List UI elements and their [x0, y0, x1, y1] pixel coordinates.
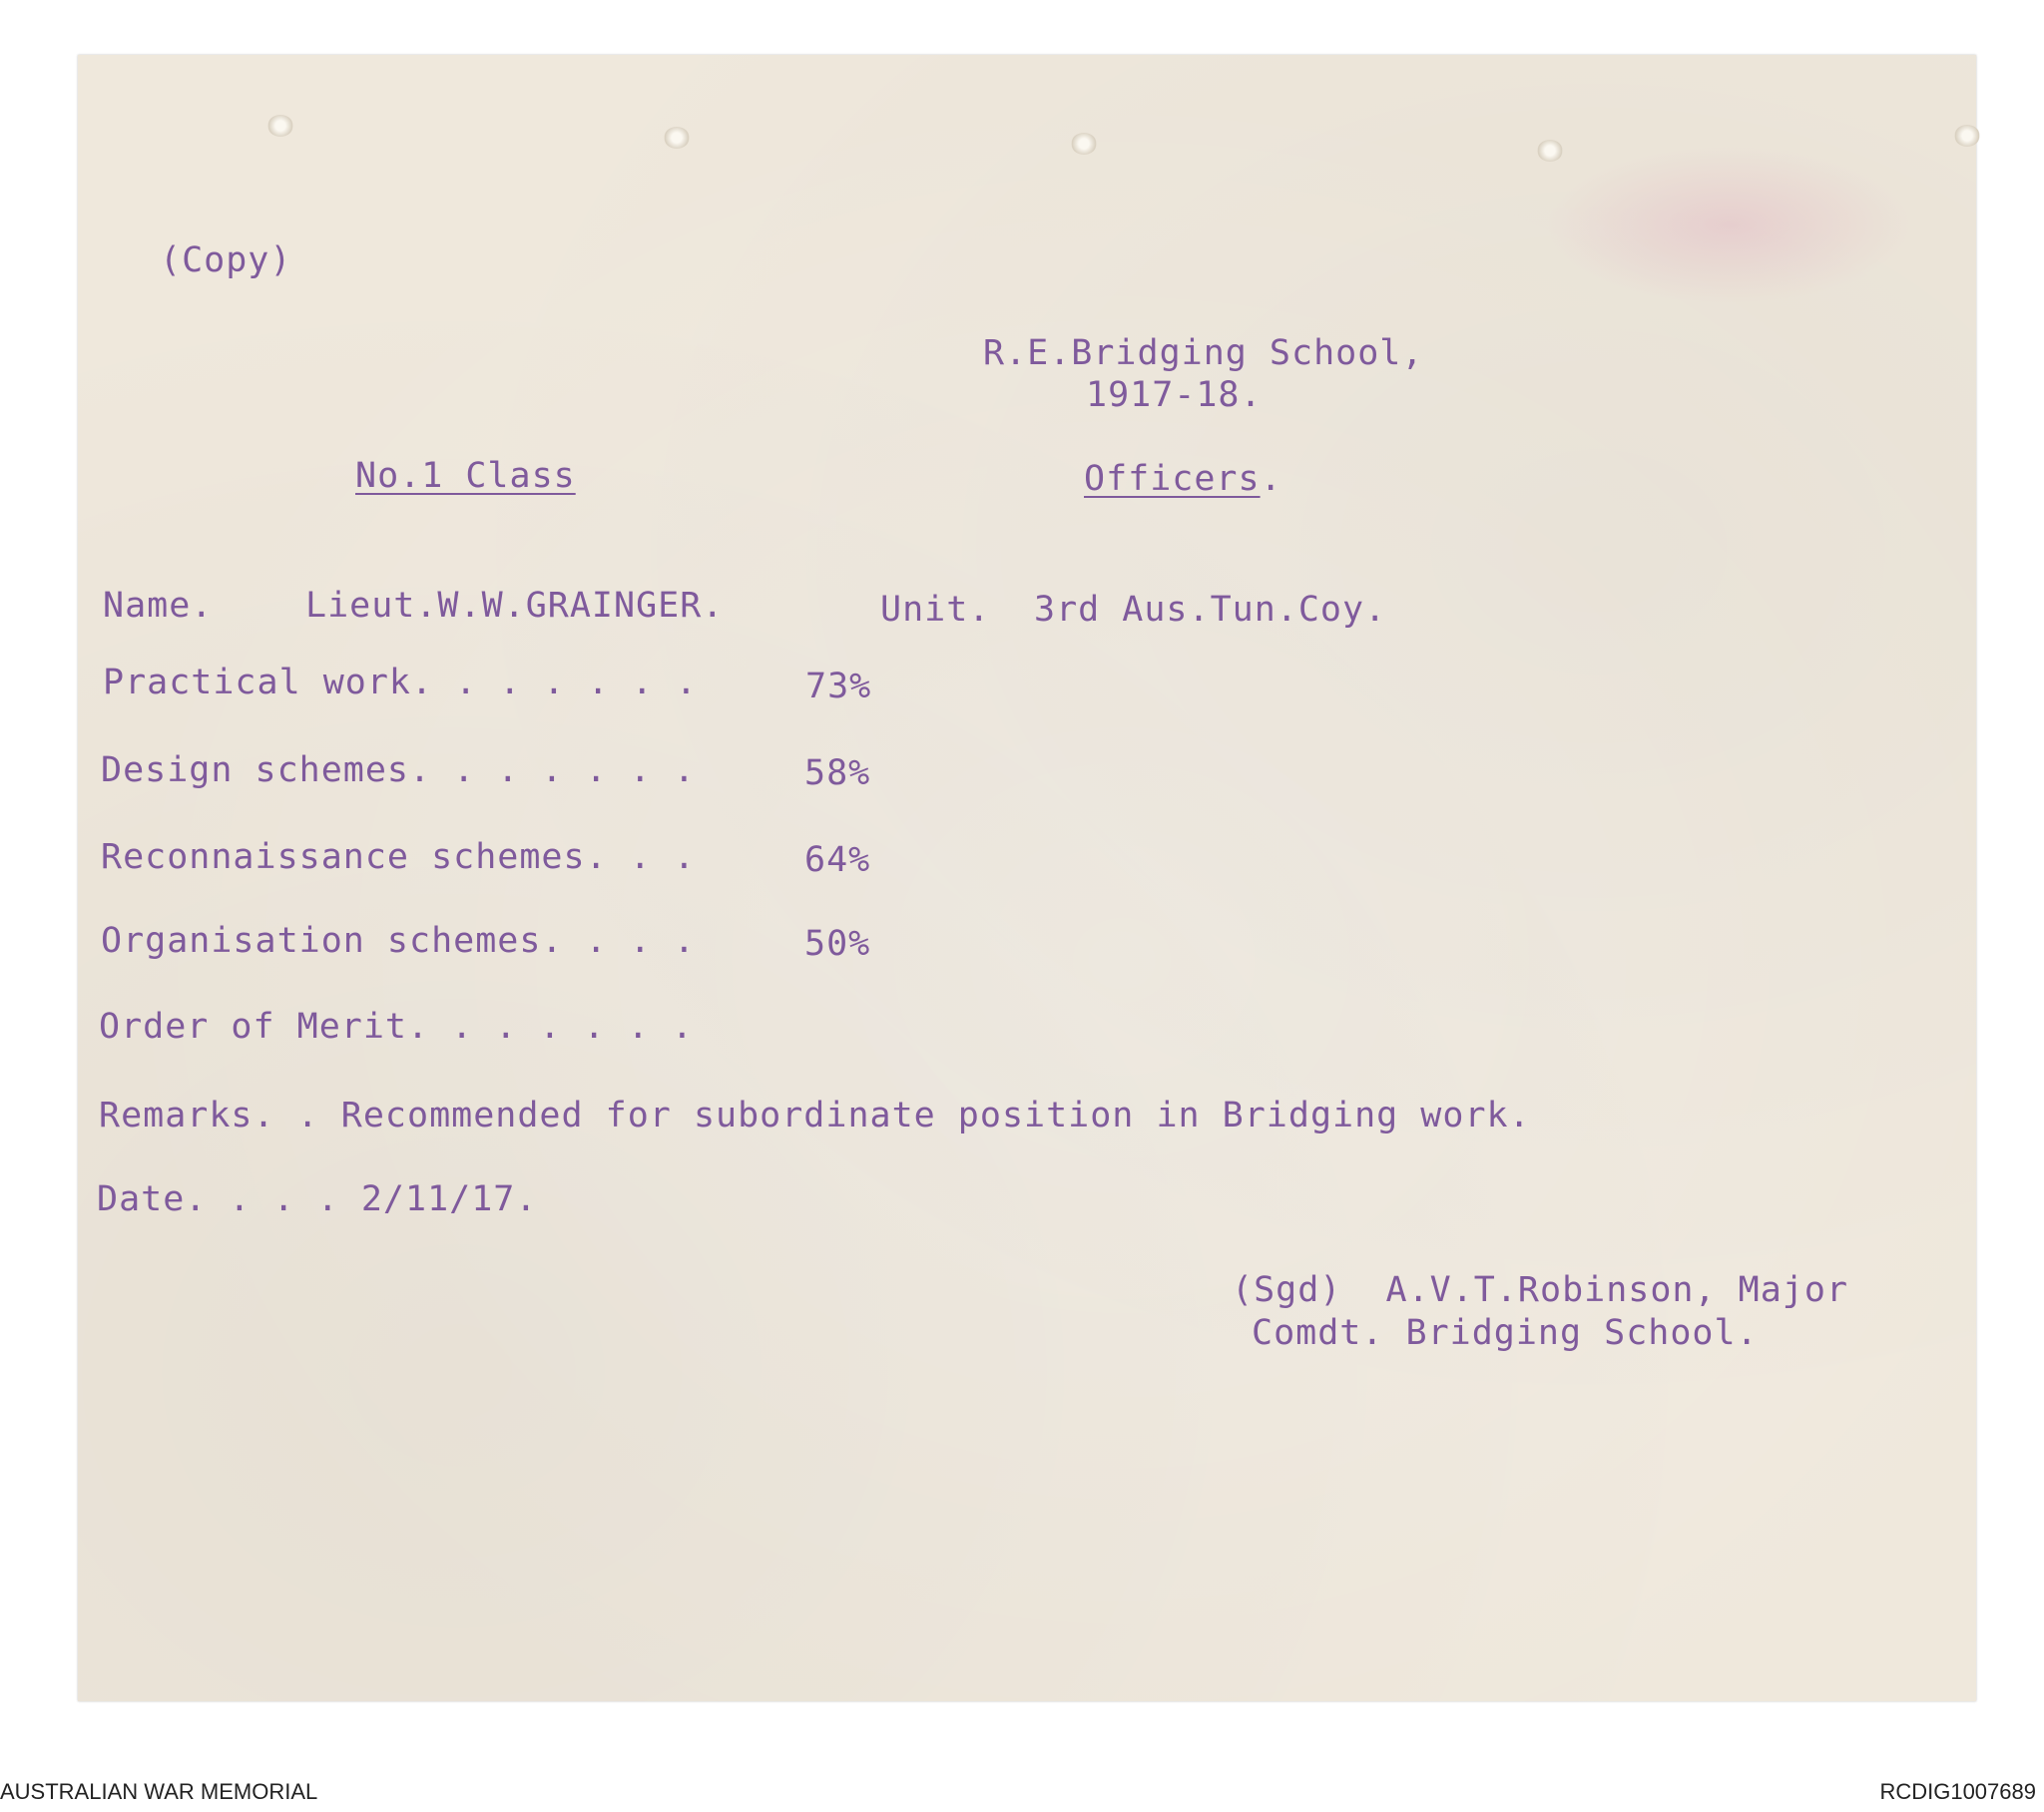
- unit-label: Unit.: [880, 590, 991, 630]
- pinhole: [664, 127, 690, 149]
- footer-institution: AUSTRALIAN WAR MEMORIAL: [0, 1779, 318, 1804]
- unit-value: 3rd Aus.Tun.Coy.: [1034, 590, 1387, 630]
- school-name: R.E.Bridging School,: [983, 333, 1424, 373]
- name-value: Lieut.W.W.GRAINGER.: [305, 586, 725, 626]
- officers-heading-period: .: [1260, 459, 1282, 499]
- pinhole: [267, 115, 293, 137]
- officers-heading-text: Officers: [1084, 459, 1261, 499]
- signature-line-1: (Sgd) A.V.T.Robinson, Major: [1232, 1270, 1849, 1310]
- score-value-design: 58%: [804, 753, 871, 793]
- signature-line-2: Comdt. Bridging School.: [1252, 1313, 1759, 1353]
- school-years: 1917-18.: [1086, 375, 1263, 415]
- score-label-design: Design schemes. . . . . . .: [101, 750, 696, 790]
- pinhole: [1537, 140, 1563, 162]
- name-label: Name.: [103, 586, 214, 626]
- date-line: Date. . . . 2/11/17.: [97, 1179, 538, 1219]
- score-value-practical: 73%: [805, 667, 872, 706]
- pinhole: [1954, 125, 1980, 147]
- stamp-smudge: [1545, 145, 1914, 304]
- footer-id: RCDIG1007689: [1879, 1779, 2036, 1804]
- score-value-organisation: 50%: [804, 924, 871, 964]
- score-label-practical: Practical work. . . . . . .: [103, 663, 698, 702]
- copy-mark: (Copy): [160, 240, 292, 280]
- document-sheet: [78, 55, 1976, 1701]
- officers-heading: [1084, 459, 1282, 499]
- class-heading: No.1 Class: [355, 456, 576, 496]
- score-value-reconnaissance: 64%: [804, 840, 871, 880]
- pinhole: [1071, 133, 1097, 155]
- remarks: Remarks. . Recommended for subordinate position in Bridging work.: [99, 1096, 1531, 1135]
- score-label-organisation: Organisation schemes. . . .: [101, 921, 696, 961]
- order-of-merit: Order of Merit. . . . . . .: [99, 1007, 694, 1047]
- score-label-reconnaissance: Reconnaissance schemes. . .: [101, 837, 696, 877]
